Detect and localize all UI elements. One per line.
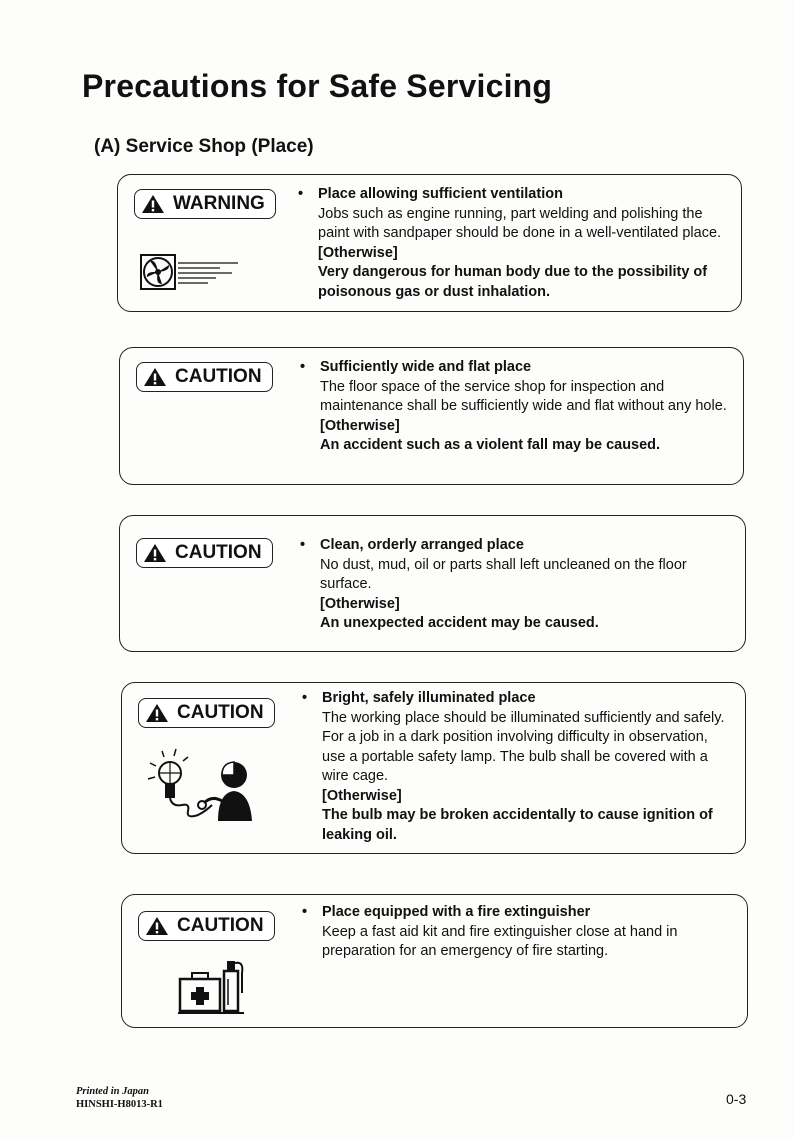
- item-description: No dust, mud, oil or parts shall left uncleaned on the floor surface.: [320, 556, 687, 592]
- precaution-box-illumination: [121, 682, 746, 854]
- bullet-item: [302, 903, 737, 923]
- caution-badge: [136, 362, 273, 392]
- item-description: The floor space of the service shop for inspection and maintenance shall be sufficiently wide and flat without any hole.: [320, 378, 727, 414]
- bullet-dot: •: [300, 537, 306, 553]
- precaution-box-clean-place: [119, 515, 746, 652]
- warning-triangle-icon: [143, 367, 167, 387]
- safety-lamp-worker-icon: [142, 745, 262, 825]
- item-title: Place equipped with a fire extinguisher: [322, 904, 591, 920]
- caution-badge: [138, 698, 275, 728]
- badge-label: CAUTION: [177, 915, 264, 936]
- warning-triangle-icon: [145, 703, 169, 723]
- document-code: HINSHI-H8013-R1: [76, 1099, 163, 1110]
- precaution-content: [298, 185, 731, 302]
- bullet-dot: •: [302, 904, 308, 920]
- caution-badge: [136, 538, 273, 568]
- badge-label: CAUTION: [175, 542, 262, 563]
- item-title: Clean, orderly arranged place: [320, 537, 524, 553]
- bullet-item: [302, 689, 735, 709]
- item-result: Very dangerous for human body due to the possibility of poisonous gas or dust inhalation.: [318, 264, 708, 300]
- precaution-content: [300, 536, 735, 634]
- section-title: (A) Service Shop (Place): [94, 136, 314, 157]
- warning-triangle-icon: [143, 543, 167, 563]
- item-result: The bulb may be broken accidentally to cause ignition of leaking oil.: [322, 807, 713, 843]
- item-description: The working place should be illuminated sufficiently and safely. For a job in a dark position involving difficulty in observation, use a portable safety lamp. The bulb shall be covered with a wire cage.: [322, 709, 725, 784]
- item-description: Keep a fast aid kit and fire extinguisher close at hand in preparation for an emergency of fire starting.: [322, 923, 678, 959]
- otherwise-label: [Otherwise]: [322, 787, 402, 804]
- item-title: Sufficiently wide and flat place: [320, 359, 532, 375]
- bullet-dot: •: [300, 359, 306, 375]
- item-title: Place allowing sufficient ventilation: [318, 186, 563, 202]
- badge-label: CAUTION: [175, 366, 262, 387]
- footer-imprint: [76, 1085, 163, 1111]
- printed-in-label: Printed in Japan: [76, 1086, 149, 1097]
- badge-label: CAUTION: [177, 702, 264, 723]
- first-aid-kit-extinguisher-icon: [178, 953, 248, 1017]
- item-description: Jobs such as engine running, part welding and polishing the paint with sandpaper should be done in a well-ventilated place.: [318, 205, 722, 241]
- ventilation-fan-icon: [140, 251, 240, 293]
- otherwise-label: [Otherwise]: [320, 417, 400, 434]
- bullet-item: [298, 185, 731, 205]
- page-title: Precautions for Safe Servicing: [82, 68, 553, 104]
- otherwise-label: [Otherwise]: [318, 244, 398, 261]
- precaution-box-fire-extinguisher: [121, 894, 748, 1028]
- precaution-content: [302, 689, 735, 845]
- badge-label: WARNING: [173, 193, 265, 214]
- precaution-content: [300, 358, 733, 456]
- precaution-box-ventilation: [117, 174, 742, 312]
- warning-badge: [134, 189, 276, 219]
- otherwise-label: [Otherwise]: [320, 595, 400, 612]
- item-result: An accident such as a violent fall may be caused.: [320, 437, 661, 453]
- warning-triangle-icon: [145, 916, 169, 936]
- bullet-item: [300, 536, 735, 556]
- precaution-box-floor-space: [119, 347, 744, 485]
- bullet-dot: •: [298, 186, 304, 202]
- precaution-content: [302, 903, 737, 962]
- page-number: 0-3: [726, 1091, 747, 1107]
- caution-badge: [138, 911, 275, 941]
- bullet-dot: •: [302, 690, 308, 706]
- item-result: An unexpected accident may be caused.: [320, 615, 599, 631]
- bullet-item: [300, 358, 733, 378]
- item-title: Bright, safely illuminated place: [322, 690, 536, 706]
- warning-triangle-icon: [141, 194, 165, 214]
